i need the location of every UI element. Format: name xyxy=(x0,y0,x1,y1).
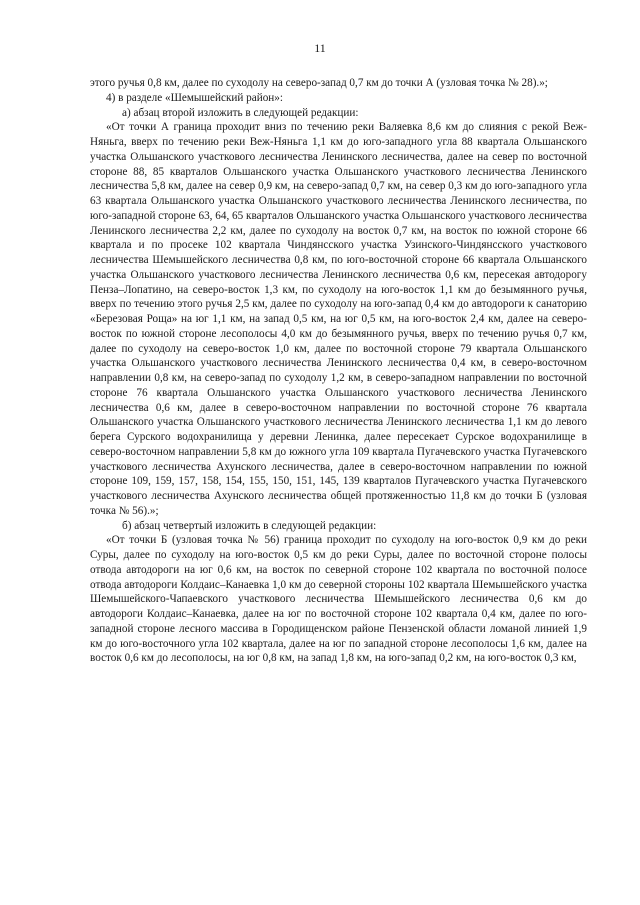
paragraph-section-heading: 4) в разделе «Шемышейский район»: xyxy=(106,91,283,104)
paragraph-continuation: этого ручья 0,8 км, далее по суходолу на северо-запад 0,7 км до точки А (узловая точка № 28).»; xyxy=(90,77,548,89)
document-body xyxy=(90,76,587,666)
paragraph-boundary-a: «От точки А граница проходит вниз по течению реки Валяевка 8,6 км до слияния с рекой Веж-Няньга, вверх по течению реки Веж-Няньга 1,1 км до юго-западного угла 88 квартала Ольшанского участка Ольшанского участкового лесничества Ленинского лесничества, далее на север по восточной стороне 88, 85 кварталов Ольшанского участка Ольшанского участкового лесничества Ленинского лесничества 5,8 км, далее на север 0,9 км, на северо-запад 0,7 км, на север 0,3 км до юго-западного угла 63 квартала Ольшанского участка Ольшанского участкового лесничества Ленинского лесничества, по юго-западной стороне 63, 64, 65 кварталов Ольшанского участка Ольшанского участкового лесничества Ленинского лесничества 2,2 км, далее по суходолу на восток 0,7 км, на восток по южной стороне 66 квартала и по просеке 102 квартала Чиндянсского участка Узинского-Чиндянсского участкового лесничества Шемышейского лесничества 0,8 км, по юго-восточной стороне 66 квартала Ольшанского участка Ольшанского участкового лесничества Ленинского лесничества 0,6 км, пересекая автодорогу Пенза–Лопатино, на северо-восток 1,3 км, по суходолу на юго-восток 1,1 км до безымянного ручья, вверх по течению этого ручья 2,5 км, далее по суходолу на юго-запад 0,4 км до автодороги к санаторию «Березовая Роща» на юг 1,1 км, на запад 0,5 км, на юг 0,5 км, на юго-восток 2,4 км, далее на северо-восток по южной стороне лесополосы 4,0 км до безымянного ручья, вверх по течению ручья 0,7 км, далее по суходолу на северо-восток 1,0 км, далее по восточной стороне 79 квартала Ольшанского участка Ольшанского участкового лесничества Ленинского лесничества 0,4 км, в северо-восточном направлении 0,8 км, на северо-запад по суходолу 1,2 км, в северо-западном направлении по восточной стороне 76 квартала Ольшанского участка Ольшанского участкового лесничества Ленинского лесничества 0,6 км, далее в северо-восточном направлении по восточной стороне 76 квартала Ольшанского участка Ольшанского участкового лесничества Ленинского лесничества 1,1 км до левого берега Сурского водохранилища у деревни Ленинка, далее пересекает Сурское водохранилище в северо-восточном направлении 5,8 км до южного угла 109 квартала Пугачевского участка Пугачевского участкового лесничества Ахунского лесничества, далее в северо-восточном направлении по южной стороне 109, 159, 157, 158, 154, 155, 150, 151, 145, 139 кварталов Пугачевского участка Пугачевского участкового лесничества Ахунского лесничества общей протяженностью 11,8 км до точки Б (узловая точка № 56).»; xyxy=(90,121,587,517)
paragraph-subitem-a: а) абзац второй изложить в следующей редакции: xyxy=(122,106,359,119)
page-number: 11 xyxy=(314,41,326,55)
paragraph-subitem-b: б) абзац четвертый изложить в следующей редакции: xyxy=(122,519,377,532)
paragraph-boundary-b: «От точки Б (узловая точка № 56) граница проходит по суходолу на юго-восток 0,9 км до реки Суры, далее по суходолу на юго-восток 0,5 км до реки Суры, далее по восточной стороне полосы отвода автодороги на юг 0,6 км, на восток по северной стороне 102 квартала по восточной полосе отвода автодороги Колдаис–Канаевка 1,0 км до северной стороны 102 квартала Шемышейского участка Шемышейского-Чапаевского участкового лесничества Шемышейского лесничества 0,6 км до автодороги Колдаис–Канаевка, далее на юг по восточной стороне 102 квартала 0,4 км, далее по юго-западной стороне лесного массива в Городищенском районе Пензенской области ломаной линией 1,9 км до юго-восточного угла 102 квартала, далее на юг по западной стороне лесополосы 1,6 км, далее на восток 0,6 км до лесополосы, на юг 0,8 км, на запад 1,8 км, на юго-запад 0,2 км, на юго-восток 0,3 км, xyxy=(90,534,587,665)
